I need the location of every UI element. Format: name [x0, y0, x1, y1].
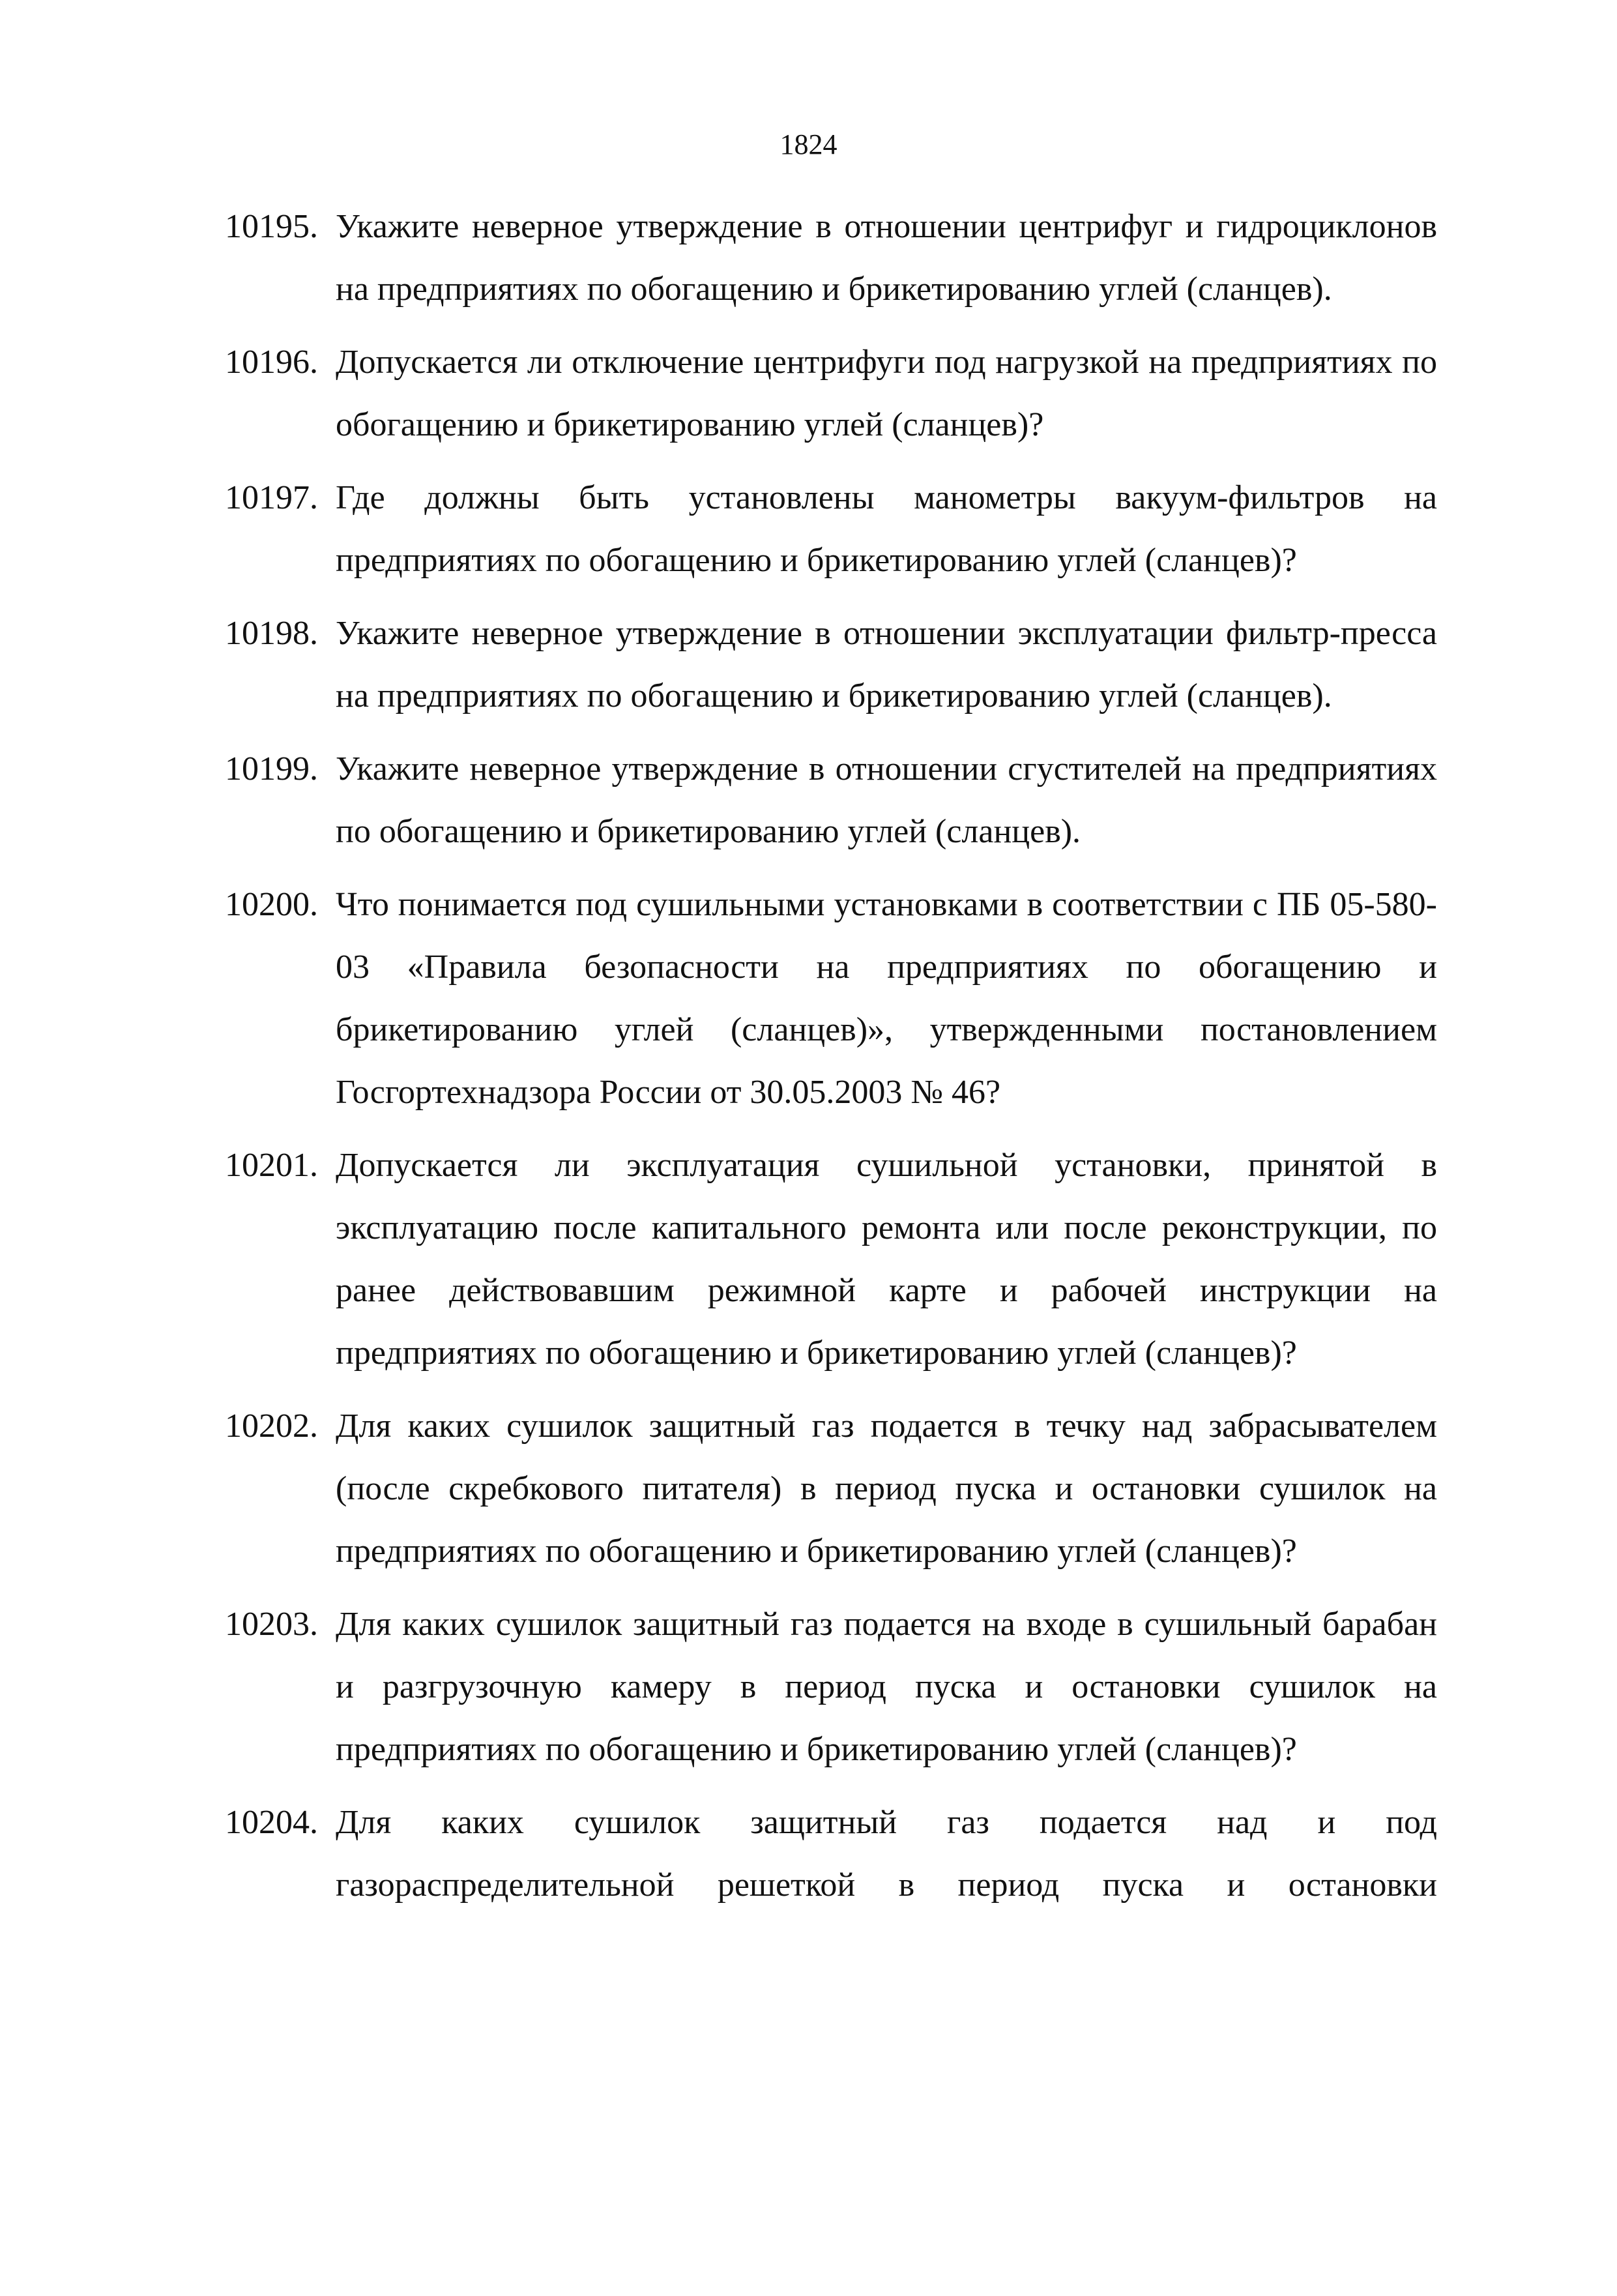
question-item: [225, 738, 1437, 863]
question-text: Допускается ли отключение центрифуги под нагрузкой на предприятиях по обогащению и брикетированию углей (сланцев)?: [336, 344, 1437, 443]
question-number: 10202.: [225, 1407, 318, 1445]
question-text: Для каких сушилок защитный газ подается над и под газораспределительной решеткой в период пуска и остановки: [336, 1804, 1437, 1904]
question-text: Где должны быть установлены манометры вакуум-фильтров на предприятиях по обогащению и брикетированию углей (сланцев)?: [336, 479, 1437, 579]
question-text: Для каких сушилок защитный газ подается на входе в сушильный барабан и разгрузочную камеру в период пуска и остановки сушилок на предприятиях по обогащению и брикетированию углей (сланцев)?: [336, 1606, 1437, 1768]
question-number: 10197.: [225, 479, 318, 516]
question-text: Для каких сушилок защитный газ подается в течку над забрасывателем (после скребкового питателя) в период пуска и остановки сушилок на предприятиях по обогащению и брикетированию углей (сланцев)?: [336, 1407, 1437, 1570]
question-number: 10200.: [225, 886, 318, 923]
question-item: [225, 196, 1437, 321]
question-text: Что понимается под сушильными установками в соответствии с ПБ 05-580-03 «Правила безопасности на предприятиях по обогащению и брикетированию углей (сланцев)», утвержденными постановлением Госгортехнадзора России от 30.05.2003 № 46?: [336, 886, 1437, 1111]
question-item: [225, 874, 1437, 1124]
question-number: 10201.: [225, 1147, 318, 1184]
question-item: [225, 1593, 1437, 1781]
question-text: Допускается ли эксплуатация сушильной установки, принятой в эксплуатацию после капитального ремонта или после реконструкции, по ранее действовавшим режимной карте и рабочей инструкции на предприятиях по обогащению и брикетированию углей (сланцев)?: [336, 1147, 1437, 1372]
question-number: 10196.: [225, 344, 318, 381]
question-number: 10198.: [225, 615, 318, 652]
question-text: Укажите неверное утверждение в отношении эксплуатации фильтр-пресса на предприятиях по обогащению и брикетированию углей (сланцев).: [336, 615, 1437, 714]
question-text: Укажите неверное утверждение в отношении сгустителей на предприятиях по обогащению и брикетированию углей (сланцев).: [336, 750, 1437, 850]
question-text: Укажите неверное утверждение в отношении центрифуг и гидроциклонов на предприятиях по обогащению и брикетированию углей (сланцев).: [336, 208, 1437, 308]
question-item: [225, 1791, 1437, 1917]
question-number: 10199.: [225, 750, 318, 787]
question-list: [225, 196, 1437, 1927]
question-item: [225, 1134, 1437, 1385]
question-item: [225, 467, 1437, 592]
question-number: 10203.: [225, 1606, 318, 1643]
page-number: 1824: [779, 128, 838, 160]
question-number: 10195.: [225, 208, 318, 245]
question-item: [225, 331, 1437, 456]
question-number: 10204.: [225, 1804, 318, 1841]
question-item: [225, 1395, 1437, 1583]
question-item: [225, 602, 1437, 728]
